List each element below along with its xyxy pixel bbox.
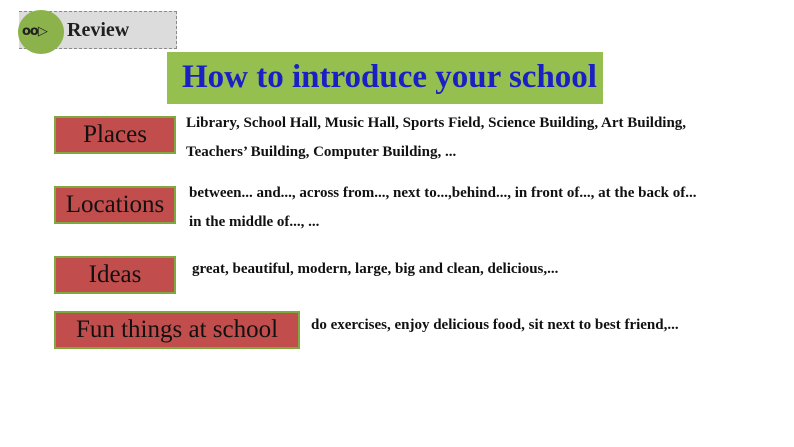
ideas-details [192, 255, 558, 284]
locations-details [189, 179, 697, 237]
ideas-line-1: great, beautiful, modern, large, big and clean, delicious,... [192, 261, 559, 277]
places-line-1: Library, School Hall, Music Hall, Sports Field, Science Building, Art Building, [186, 115, 687, 131]
review-label: Review [67, 19, 130, 41]
locations-line-1: between... and..., across from..., next to...,behind..., in front of..., at the back of... [189, 185, 697, 201]
page-title: How to introduce your school [182, 59, 597, 95]
fun-things-details [311, 311, 679, 340]
review-arrow-icon: oo▷ [22, 24, 47, 39]
fun-things-line-1: do exercises, enjoy delicious food, sit next to best friend,... [311, 317, 679, 333]
places-details [186, 109, 686, 167]
locations-line-2: in the middle of..., ... [189, 214, 320, 230]
label-locations: Locations [54, 186, 176, 224]
label-ideas: Ideas [54, 256, 176, 294]
places-line-2: Teachers’ Building, Computer Building, ... [186, 144, 457, 160]
label-places: Places [54, 116, 176, 154]
label-fun-things: Fun things at school [54, 311, 300, 349]
